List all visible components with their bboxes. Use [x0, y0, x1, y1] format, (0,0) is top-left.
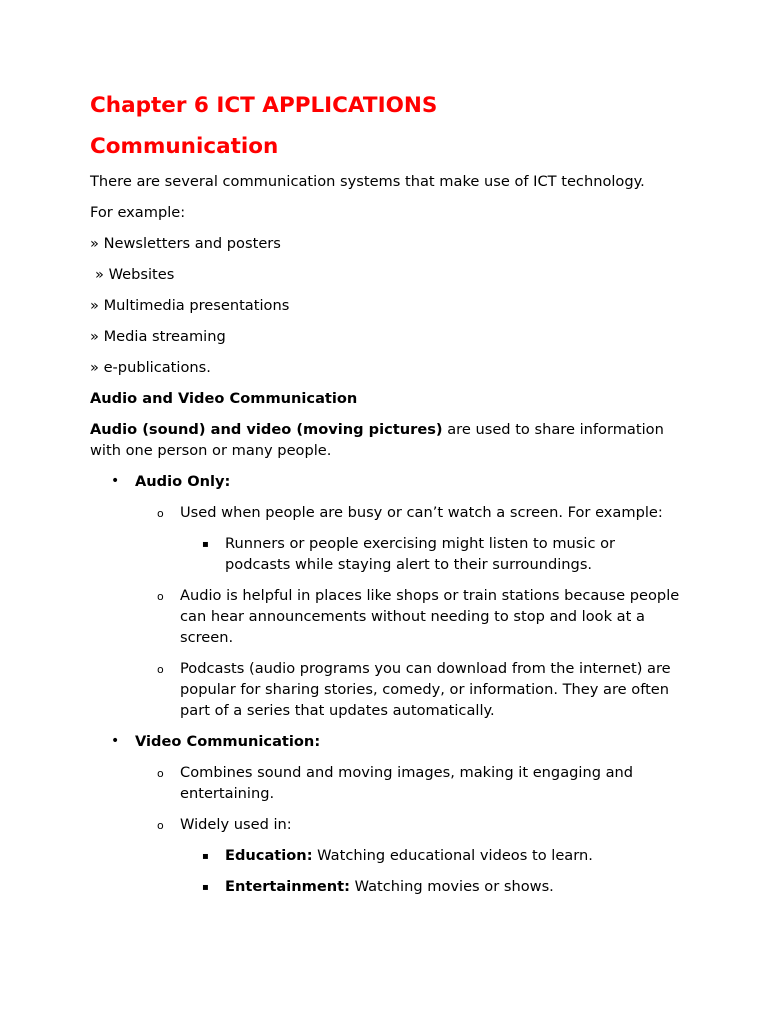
audio-only-label: Audio Only:	[135, 473, 231, 490]
audio-shops-text: Audio is helpful in places like shops or train stations because people can hear announcements without needing to stop and look at a screen.	[180, 587, 680, 646]
list-item-video-combines	[90, 762, 680, 804]
for-example-label: For example:	[90, 204, 186, 221]
bullet-circle-icon: o	[157, 507, 164, 520]
bullet-circle-icon: o	[157, 767, 164, 780]
education-text: Watching educational videos to learn.	[312, 847, 593, 864]
bullet-circle-icon: o	[157, 590, 164, 603]
example-item-websites: » Websites	[95, 266, 175, 283]
video-combines-text: Combines sound and moving images, making it engaging and entertaining.	[180, 764, 634, 802]
list-item-audio-only	[90, 471, 680, 492]
widely-used-text: Widely used in:	[180, 816, 292, 833]
bullet-square-icon: ▪	[202, 882, 209, 893]
audio-video-rest: are used to share information with one person or many people.	[90, 421, 664, 459]
entertainment-text: Watching movies or shows.	[349, 878, 554, 895]
example-item-epublications: » e-publications.	[90, 359, 211, 376]
video-communication-label: Video Communication:	[135, 733, 321, 750]
bullet-square-icon: ▪	[202, 539, 209, 550]
audio-video-bold-lead: Audio (sound) and video (moving pictures)	[90, 421, 443, 438]
education-label: Education:	[225, 847, 313, 864]
intro-paragraph: There are several communication systems that make use of ICT technology.	[90, 173, 645, 190]
bullet-disc-icon: •	[111, 473, 120, 489]
document-page	[90, 92, 680, 907]
list-item-audio-busy	[90, 502, 680, 523]
list-item-entertainment	[90, 876, 680, 897]
entertainment-label: Entertainment:	[225, 878, 350, 895]
example-item-streaming: » Media streaming	[90, 328, 226, 345]
section-title: Communication	[90, 134, 279, 159]
list-item-runners	[90, 533, 680, 575]
bullet-circle-icon: o	[157, 819, 164, 832]
list-item-video-communication	[90, 731, 680, 752]
audio-video-subheading-text: Audio and Video Communication	[90, 390, 358, 407]
bullet-circle-icon: o	[157, 663, 164, 676]
audio-video-subheading	[90, 388, 680, 409]
list-item-education	[90, 845, 680, 866]
bullet-disc-icon: •	[111, 733, 120, 749]
list-item-widely-used	[90, 814, 680, 835]
list-item-audio-shops	[90, 585, 680, 648]
example-item-newsletters: » Newsletters and posters	[90, 235, 281, 252]
chapter-title: Chapter 6 ICT APPLICATIONS	[90, 93, 438, 118]
audio-busy-text: Used when people are busy or can’t watch a screen. For example:	[180, 504, 663, 521]
bullet-square-icon: ▪	[202, 851, 209, 862]
list-item-podcasts	[90, 658, 680, 721]
runners-text: Runners or people exercising might listen to music or podcasts while staying alert to their surroundings.	[225, 535, 616, 573]
example-item-multimedia: » Multimedia presentations	[90, 297, 290, 314]
audio-video-paragraph	[90, 419, 680, 461]
podcasts-text: Podcasts (audio programs you can download from the internet) are popular for sharing stories, comedy, or information. They are often part of a series that updates automatically.	[180, 660, 671, 719]
